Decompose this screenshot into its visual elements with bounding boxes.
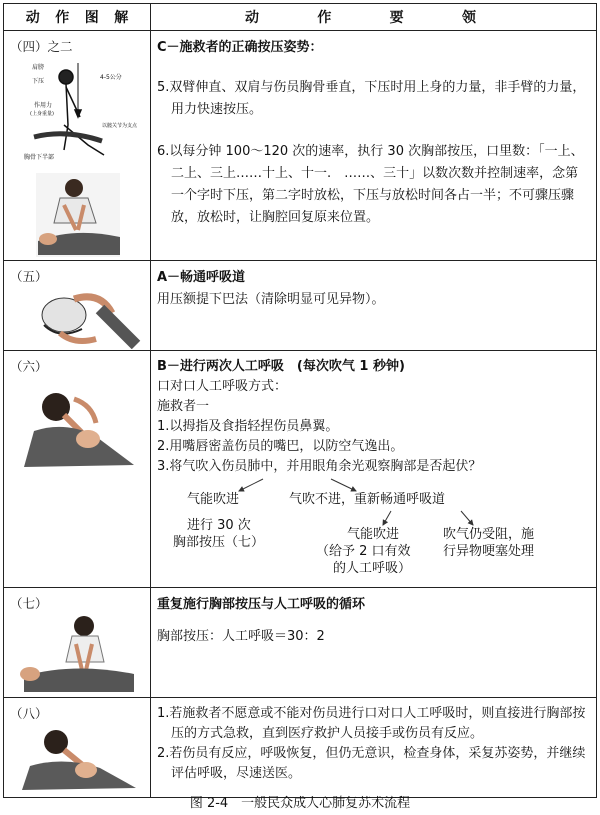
step-instruction-cell xyxy=(151,31,597,261)
figure-label: 肩膀 xyxy=(32,64,45,71)
instruction-line: 5.双臂伸直、双肩与伤员胸骨垂直，下压时用上身的力量，非手臂的力量，用力快速按压。 xyxy=(157,80,586,117)
figure-label: 下压 xyxy=(32,78,45,85)
step-label: （四）之二 xyxy=(10,39,73,54)
instruction-line: 1.若施救者不愿意或不能对伤员进行口对口人工呼吸时，则直接进行胸部按压的方式急救，直到医疗救护人员接手或伤员有反应。 xyxy=(157,706,586,741)
step-title: C－施救者的正确按压姿势： xyxy=(157,40,323,55)
instruction-line: 6.以每分钟 100～120 次的速率，执行 30 次胸部按压，口里数：「一上、二上、三上……十上、十一. ……、三十」以数次数并控制速率，念第一个字时下压，第二字时放松，下压与放松时间各占一半；不可骤压骤放，放松时，让胸腔回复原来位置。 xyxy=(157,144,584,225)
step-title: B－进行两次人工呼吸 (每次吹气 1 秒钟) xyxy=(157,359,405,374)
instruction-line: 口对口人工呼吸方式： xyxy=(157,379,288,394)
flow-outcome-breath-passes: 气能吹进 xyxy=(187,492,240,507)
step-title: A－畅通呼吸道 xyxy=(157,270,246,285)
step-instruction-cell xyxy=(151,698,597,798)
instruction-line: 2.若伤员有反应，呼吸恢复，但仍无意识，检查身体，采复苏姿势，并继续评估呼吸，尽速送医。 xyxy=(157,746,586,781)
flow-outcome-breath-blocked: 气吹不进，重新畅通呼吸道 xyxy=(289,492,446,507)
instruction-line: 3.将气吹入伤员肺中，并用眼角余光观察胸部是否起伏？ xyxy=(157,459,482,474)
header-char: 图 xyxy=(84,10,99,26)
header-char: 动 xyxy=(245,10,259,26)
instruction-line: 2.用嘴唇密盖伤员的嘴巴，以防空气逸出。 xyxy=(157,439,404,454)
flow-result-line: 气能吹进 xyxy=(347,527,400,542)
step-instruction-cell xyxy=(151,588,597,698)
header-char: 作 xyxy=(317,10,332,26)
header-char: 作 xyxy=(55,10,70,26)
step-illustration-cell xyxy=(4,588,151,698)
step-label: （六） xyxy=(10,359,48,374)
flow-result-line: 行异物哽塞处理 xyxy=(443,544,535,559)
rescue-breath-illustration xyxy=(4,375,150,475)
table-header-row xyxy=(4,4,597,31)
recovery-check-illustration xyxy=(4,722,150,792)
header-char: 要 xyxy=(389,10,404,26)
header-illustration xyxy=(4,4,151,31)
step-title: 重复施行胸部按压与人工呼吸的循环 xyxy=(157,597,366,612)
flow-result-line: 进行 30 次 xyxy=(187,518,251,533)
step-row-5 xyxy=(4,261,597,351)
flow-result-line: 吹气仍受阻，施 xyxy=(443,527,535,542)
header-instructions xyxy=(151,4,597,31)
step-illustration-cell xyxy=(4,351,151,588)
instruction-line: 施救者一 xyxy=(157,399,210,414)
flow-result-line: 胸部按压（七） xyxy=(173,535,265,550)
breath-outcome-flow xyxy=(151,477,596,587)
step-row-6 xyxy=(4,351,597,588)
step-row-7 xyxy=(4,588,597,698)
cpr-procedure-table xyxy=(3,3,597,798)
step-illustration-cell xyxy=(4,698,151,798)
instruction-line: 1.以拇指及食指轻捏伤员鼻翼。 xyxy=(157,419,339,434)
step-illustration-cell xyxy=(4,261,151,351)
instruction-line: 用压额提下巴法（清除明显可见异物）。 xyxy=(157,292,385,307)
figure-label: 以髋关节为支点 xyxy=(102,123,138,129)
figure-caption: 图 2-4 一般民众成人心肺复苏术流程 xyxy=(189,796,411,811)
flow-result-line: （给予 2 口有效 xyxy=(316,544,411,559)
figure-label: (上身重量) xyxy=(30,111,54,117)
compression-posture-illustration xyxy=(4,55,150,260)
step-label: （七） xyxy=(10,596,48,611)
step-label: （八） xyxy=(10,706,48,721)
flow-result-line: 的人工呼吸） xyxy=(333,561,412,576)
header-char: 领 xyxy=(461,10,476,26)
step-instruction-cell xyxy=(151,261,597,351)
airway-opening-illustration xyxy=(4,285,150,349)
step-illustration-cell xyxy=(4,31,151,261)
figure-label: 4-5公分 xyxy=(100,74,122,81)
step-row-8 xyxy=(4,698,597,798)
step-label: （五） xyxy=(10,269,48,284)
cpr-cycle-illustration xyxy=(4,612,150,696)
header-char: 动 xyxy=(25,10,40,26)
instruction-line: 胸部按压：人工呼吸＝30：2 xyxy=(157,629,325,644)
step-row-4b xyxy=(4,31,597,261)
figure-label: 胸骨下半部 xyxy=(24,154,55,161)
figure-label: 作用力 xyxy=(34,102,53,109)
step-instruction-cell xyxy=(151,351,597,588)
header-char: 解 xyxy=(114,10,129,26)
